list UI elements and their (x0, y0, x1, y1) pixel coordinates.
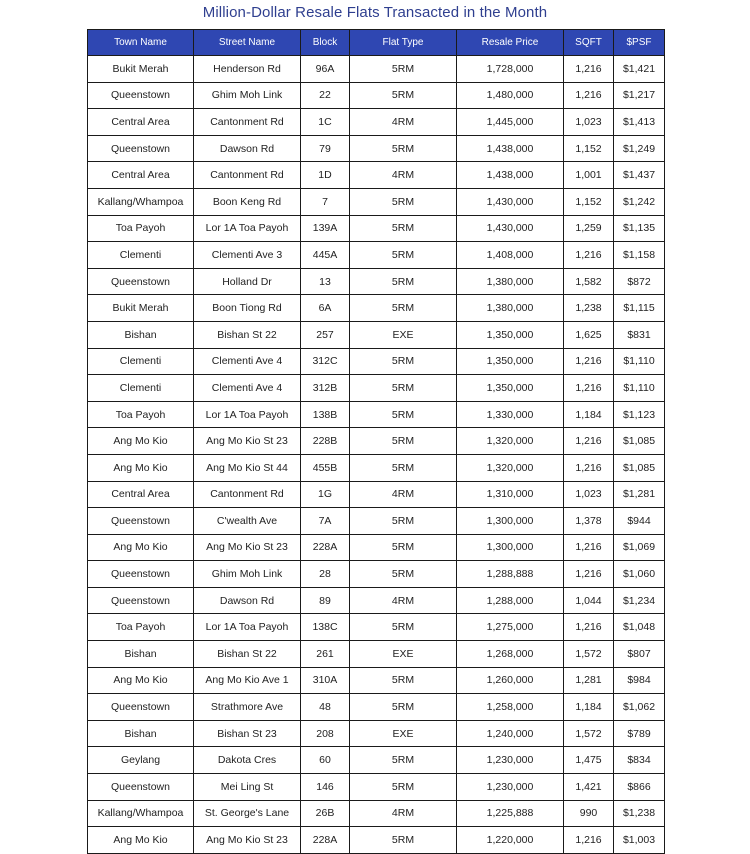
block-cell: 445A (301, 242, 350, 269)
flat-type-cell: EXE (350, 321, 457, 348)
street-name-cell: Strathmore Ave (194, 694, 301, 721)
street-name-cell: Ang Mo Kio Ave 1 (194, 667, 301, 694)
psf-cell: $1,135 (614, 215, 665, 242)
table-row (88, 481, 665, 508)
sqft-cell: 1,475 (564, 747, 614, 774)
block-cell: 22 (301, 82, 350, 109)
psf-cell: $984 (614, 667, 665, 694)
table-row (88, 135, 665, 162)
psf-cell: $1,238 (614, 800, 665, 827)
sqft-cell: 1,259 (564, 215, 614, 242)
psf-cell: $1,242 (614, 188, 665, 215)
resale-price-cell: 1,220,000 (457, 827, 564, 854)
resale-table (87, 29, 665, 854)
flat-type-cell: 5RM (350, 561, 457, 588)
street-name-cell: Henderson Rd (194, 56, 301, 83)
street-name-cell: Dawson Rd (194, 587, 301, 614)
sqft-cell: 1,184 (564, 401, 614, 428)
town-name-cell: Ang Mo Kio (88, 534, 194, 561)
psf-cell: $789 (614, 720, 665, 747)
table-row (88, 215, 665, 242)
psf-cell: $944 (614, 508, 665, 535)
flat-type-cell: EXE (350, 720, 457, 747)
resale-price-cell: 1,430,000 (457, 215, 564, 242)
header-town-name: Town Name (88, 30, 194, 56)
block-cell: 228A (301, 827, 350, 854)
town-name-cell: Bishan (88, 321, 194, 348)
psf-cell: $866 (614, 774, 665, 801)
resale-price-cell: 1,310,000 (457, 481, 564, 508)
resale-price-cell: 1,430,000 (457, 188, 564, 215)
psf-cell: $1,115 (614, 295, 665, 322)
town-name-cell: Clementi (88, 375, 194, 402)
psf-cell: $1,437 (614, 162, 665, 189)
town-name-cell: Toa Payoh (88, 215, 194, 242)
flat-type-cell: 5RM (350, 82, 457, 109)
psf-cell: $1,249 (614, 135, 665, 162)
street-name-cell: Cantonment Rd (194, 162, 301, 189)
sqft-cell: 1,216 (564, 348, 614, 375)
block-cell: 26B (301, 800, 350, 827)
table-row (88, 694, 665, 721)
table-row (88, 587, 665, 614)
psf-cell: $1,060 (614, 561, 665, 588)
resale-price-cell: 1,350,000 (457, 321, 564, 348)
header-sqft: SQFT (564, 30, 614, 56)
block-cell: 6A (301, 295, 350, 322)
sqft-cell: 1,582 (564, 268, 614, 295)
street-name-cell: Ghim Moh Link (194, 82, 301, 109)
flat-type-cell: 4RM (350, 109, 457, 136)
block-cell: 138B (301, 401, 350, 428)
table-header (88, 30, 665, 56)
block-cell: 257 (301, 321, 350, 348)
block-cell: 28 (301, 561, 350, 588)
flat-type-cell: 4RM (350, 587, 457, 614)
street-name-cell: Cantonment Rd (194, 481, 301, 508)
table-row (88, 534, 665, 561)
street-name-cell: Ang Mo Kio St 23 (194, 534, 301, 561)
town-name-cell: Clementi (88, 348, 194, 375)
resale-price-cell: 1,438,000 (457, 162, 564, 189)
sqft-cell: 1,216 (564, 56, 614, 83)
resale-price-cell: 1,225,888 (457, 800, 564, 827)
table-row (88, 82, 665, 109)
street-name-cell: Bishan St 22 (194, 641, 301, 668)
psf-cell: $1,421 (614, 56, 665, 83)
psf-cell: $1,158 (614, 242, 665, 269)
street-name-cell: Ang Mo Kio St 23 (194, 827, 301, 854)
resale-price-cell: 1,300,000 (457, 508, 564, 535)
street-name-cell: Ghim Moh Link (194, 561, 301, 588)
block-cell: 208 (301, 720, 350, 747)
table-row (88, 109, 665, 136)
table-row (88, 428, 665, 455)
flat-type-cell: 5RM (350, 135, 457, 162)
flat-type-cell: 5RM (350, 774, 457, 801)
resale-price-cell: 1,445,000 (457, 109, 564, 136)
block-cell: 7A (301, 508, 350, 535)
town-name-cell: Kallang/Whampoa (88, 188, 194, 215)
psf-cell: $1,281 (614, 481, 665, 508)
page-title: Million-Dollar Resale Flats Transacted in the Month (202, 4, 548, 21)
flat-type-cell: 5RM (350, 56, 457, 83)
sqft-cell: 1,216 (564, 827, 614, 854)
table-row (88, 401, 665, 428)
street-name-cell: Clementi Ave 3 (194, 242, 301, 269)
street-name-cell: Dakota Cres (194, 747, 301, 774)
street-name-cell: Mei Ling St (194, 774, 301, 801)
psf-cell: $1,048 (614, 614, 665, 641)
town-name-cell: Toa Payoh (88, 614, 194, 641)
psf-cell: $807 (614, 641, 665, 668)
header-flat-type: Flat Type (350, 30, 457, 56)
flat-type-cell: 5RM (350, 215, 457, 242)
flat-type-cell: EXE (350, 641, 457, 668)
town-name-cell: Toa Payoh (88, 401, 194, 428)
flat-type-cell: 5RM (350, 242, 457, 269)
sqft-cell: 990 (564, 800, 614, 827)
psf-cell: $1,085 (614, 454, 665, 481)
header-row (88, 30, 665, 56)
flat-type-cell: 5RM (350, 268, 457, 295)
sqft-cell: 1,001 (564, 162, 614, 189)
resale-price-cell: 1,320,000 (457, 428, 564, 455)
street-name-cell: Lor 1A Toa Payoh (194, 614, 301, 641)
town-name-cell: Central Area (88, 109, 194, 136)
resale-price-cell: 1,268,000 (457, 641, 564, 668)
town-name-cell: Bukit Merah (88, 295, 194, 322)
street-name-cell: Dawson Rd (194, 135, 301, 162)
flat-type-cell: 5RM (350, 747, 457, 774)
psf-cell: $1,123 (614, 401, 665, 428)
sqft-cell: 1,152 (564, 188, 614, 215)
street-name-cell: Boon Keng Rd (194, 188, 301, 215)
table-row (88, 774, 665, 801)
sqft-cell: 1,625 (564, 321, 614, 348)
sqft-cell: 1,238 (564, 295, 614, 322)
flat-type-cell: 5RM (350, 667, 457, 694)
sqft-cell: 1,216 (564, 561, 614, 588)
flat-type-cell: 5RM (350, 454, 457, 481)
table-row (88, 614, 665, 641)
sqft-cell: 1,152 (564, 135, 614, 162)
street-name-cell: Cantonment Rd (194, 109, 301, 136)
town-name-cell: Queenstown (88, 587, 194, 614)
street-name-cell: Clementi Ave 4 (194, 348, 301, 375)
table-row (88, 561, 665, 588)
resale-price-cell: 1,288,000 (457, 587, 564, 614)
sqft-cell: 1,421 (564, 774, 614, 801)
flat-type-cell: 5RM (350, 348, 457, 375)
header-block: Block (301, 30, 350, 56)
town-name-cell: Queenstown (88, 268, 194, 295)
flat-type-cell: 5RM (350, 827, 457, 854)
resale-price-cell: 1,380,000 (457, 295, 564, 322)
block-cell: 89 (301, 587, 350, 614)
table-row (88, 827, 665, 854)
block-cell: 138C (301, 614, 350, 641)
header-resale-price: Resale Price (457, 30, 564, 56)
block-cell: 455B (301, 454, 350, 481)
table-row (88, 242, 665, 269)
resale-price-cell: 1,260,000 (457, 667, 564, 694)
table-row (88, 375, 665, 402)
resale-price-cell: 1,230,000 (457, 774, 564, 801)
block-cell: 60 (301, 747, 350, 774)
psf-cell: $1,110 (614, 375, 665, 402)
table-row (88, 667, 665, 694)
resale-price-cell: 1,230,000 (457, 747, 564, 774)
sqft-cell: 1,216 (564, 242, 614, 269)
sqft-cell: 1,216 (564, 375, 614, 402)
town-name-cell: Central Area (88, 481, 194, 508)
table-row (88, 56, 665, 83)
table-row (88, 641, 665, 668)
block-cell: 1C (301, 109, 350, 136)
town-name-cell: Ang Mo Kio (88, 454, 194, 481)
sqft-cell: 1,184 (564, 694, 614, 721)
psf-cell: $1,234 (614, 587, 665, 614)
resale-price-cell: 1,480,000 (457, 82, 564, 109)
resale-price-cell: 1,728,000 (457, 56, 564, 83)
street-name-cell: Holland Dr (194, 268, 301, 295)
town-name-cell: Queenstown (88, 508, 194, 535)
sqft-cell: 1,216 (564, 534, 614, 561)
psf-cell: $834 (614, 747, 665, 774)
sqft-cell: 1,216 (564, 614, 614, 641)
table-row (88, 747, 665, 774)
sqft-cell: 1,281 (564, 667, 614, 694)
flat-type-cell: 4RM (350, 162, 457, 189)
town-name-cell: Bishan (88, 720, 194, 747)
town-name-cell: Queenstown (88, 774, 194, 801)
table-row (88, 348, 665, 375)
sqft-cell: 1,044 (564, 587, 614, 614)
resale-price-cell: 1,320,000 (457, 454, 564, 481)
street-name-cell: Boon Tiong Rd (194, 295, 301, 322)
header-street-name: Street Name (194, 30, 301, 56)
psf-cell: $1,003 (614, 827, 665, 854)
block-cell: 1G (301, 481, 350, 508)
town-name-cell: Ang Mo Kio (88, 428, 194, 455)
flat-type-cell: 5RM (350, 534, 457, 561)
town-name-cell: Queenstown (88, 82, 194, 109)
town-name-cell: Queenstown (88, 694, 194, 721)
sqft-cell: 1,216 (564, 454, 614, 481)
street-name-cell: Clementi Ave 4 (194, 375, 301, 402)
town-name-cell: Geylang (88, 747, 194, 774)
block-cell: 261 (301, 641, 350, 668)
street-name-cell: Bishan St 23 (194, 720, 301, 747)
flat-type-cell: 5RM (350, 508, 457, 535)
sqft-cell: 1,378 (564, 508, 614, 535)
resale-price-cell: 1,300,000 (457, 534, 564, 561)
flat-type-cell: 5RM (350, 188, 457, 215)
psf-cell: $1,217 (614, 82, 665, 109)
street-name-cell: Lor 1A Toa Payoh (194, 215, 301, 242)
table-body (88, 56, 665, 854)
table-row (88, 800, 665, 827)
table-row (88, 188, 665, 215)
sqft-cell: 1,216 (564, 428, 614, 455)
block-cell: 146 (301, 774, 350, 801)
header-psf: $PSF (614, 30, 665, 56)
block-cell: 228B (301, 428, 350, 455)
resale-price-cell: 1,350,000 (457, 348, 564, 375)
flat-type-cell: 5RM (350, 295, 457, 322)
flat-type-cell: 5RM (350, 375, 457, 402)
resale-price-cell: 1,350,000 (457, 375, 564, 402)
block-cell: 48 (301, 694, 350, 721)
resale-price-cell: 1,380,000 (457, 268, 564, 295)
block-cell: 79 (301, 135, 350, 162)
town-name-cell: Central Area (88, 162, 194, 189)
street-name-cell: C'wealth Ave (194, 508, 301, 535)
town-name-cell: Bishan (88, 641, 194, 668)
flat-type-cell: 5RM (350, 614, 457, 641)
resale-price-cell: 1,288,888 (457, 561, 564, 588)
town-name-cell: Queenstown (88, 135, 194, 162)
street-name-cell: Bishan St 22 (194, 321, 301, 348)
sqft-cell: 1,572 (564, 641, 614, 668)
street-name-cell: St. George's Lane (194, 800, 301, 827)
block-cell: 1D (301, 162, 350, 189)
town-name-cell: Clementi (88, 242, 194, 269)
psf-cell: $872 (614, 268, 665, 295)
flat-type-cell: 5RM (350, 694, 457, 721)
block-cell: 96A (301, 56, 350, 83)
block-cell: 312B (301, 375, 350, 402)
table-row (88, 268, 665, 295)
table-row (88, 162, 665, 189)
psf-cell: $1,085 (614, 428, 665, 455)
flat-type-cell: 5RM (350, 401, 457, 428)
table-row (88, 295, 665, 322)
sqft-cell: 1,216 (564, 82, 614, 109)
table-row (88, 508, 665, 535)
table-row (88, 720, 665, 747)
psf-cell: $831 (614, 321, 665, 348)
resale-price-cell: 1,408,000 (457, 242, 564, 269)
town-name-cell: Kallang/Whampoa (88, 800, 194, 827)
flat-type-cell: 4RM (350, 481, 457, 508)
resale-price-cell: 1,258,000 (457, 694, 564, 721)
block-cell: 312C (301, 348, 350, 375)
street-name-cell: Ang Mo Kio St 44 (194, 454, 301, 481)
street-name-cell: Lor 1A Toa Payoh (194, 401, 301, 428)
psf-cell: $1,062 (614, 694, 665, 721)
resale-price-cell: 1,275,000 (457, 614, 564, 641)
street-name-cell: Ang Mo Kio St 23 (194, 428, 301, 455)
block-cell: 139A (301, 215, 350, 242)
table-row (88, 454, 665, 481)
block-cell: 228A (301, 534, 350, 561)
town-name-cell: Bukit Merah (88, 56, 194, 83)
table-row (88, 321, 665, 348)
flat-type-cell: 5RM (350, 428, 457, 455)
block-cell: 7 (301, 188, 350, 215)
resale-price-cell: 1,240,000 (457, 720, 564, 747)
town-name-cell: Queenstown (88, 561, 194, 588)
block-cell: 13 (301, 268, 350, 295)
town-name-cell: Ang Mo Kio (88, 667, 194, 694)
flat-type-cell: 4RM (350, 800, 457, 827)
town-name-cell: Ang Mo Kio (88, 827, 194, 854)
psf-cell: $1,110 (614, 348, 665, 375)
sqft-cell: 1,023 (564, 481, 614, 508)
psf-cell: $1,069 (614, 534, 665, 561)
resale-price-cell: 1,330,000 (457, 401, 564, 428)
block-cell: 310A (301, 667, 350, 694)
sqft-cell: 1,572 (564, 720, 614, 747)
resale-price-cell: 1,438,000 (457, 135, 564, 162)
sqft-cell: 1,023 (564, 109, 614, 136)
psf-cell: $1,413 (614, 109, 665, 136)
